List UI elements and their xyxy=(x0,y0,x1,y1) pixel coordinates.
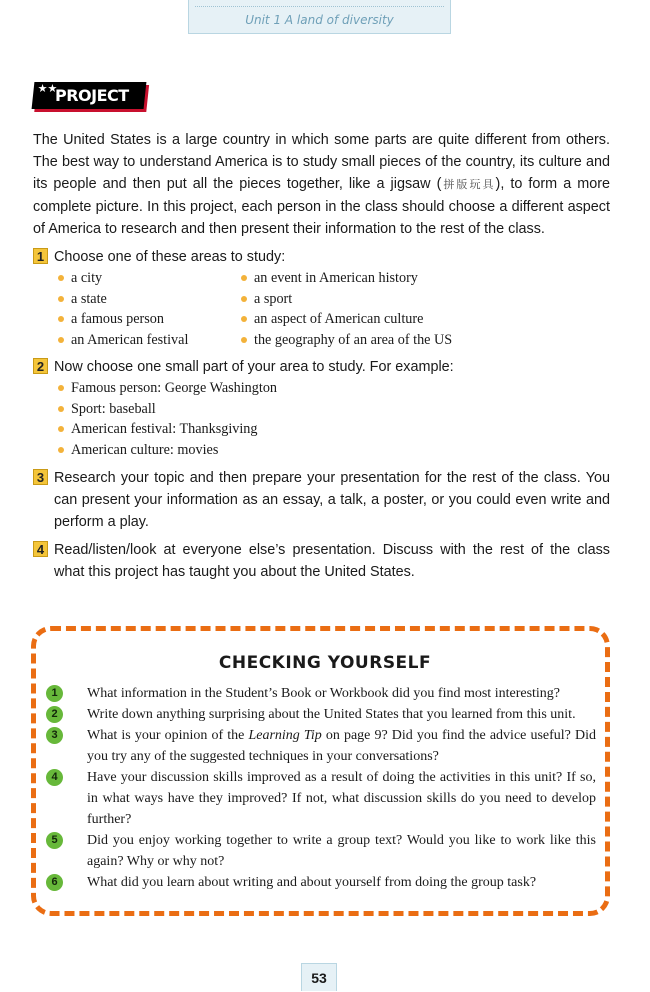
question-5 xyxy=(46,830,596,872)
intro-text-1: The United States is a large country in which some parts are quite different from others. The best way to understand America is to study small pieces of the country, its culture and its people and then put all the pieces together, like a jigsaw ( xyxy=(33,132,610,192)
list-item: a famous person xyxy=(55,309,238,330)
step-text: Choose one of these areas to study: xyxy=(54,249,286,265)
list-item: an event in American history xyxy=(238,268,452,289)
step-number: 3 xyxy=(33,469,48,485)
question-number: 3 xyxy=(46,727,63,744)
question-number: 1 xyxy=(46,685,63,702)
project-badge xyxy=(32,82,147,109)
page-number: 53 xyxy=(301,963,337,991)
question-number: 2 xyxy=(46,706,63,723)
unit-header-tab xyxy=(188,0,451,34)
list-item: American festival: Thanksgiving xyxy=(55,419,495,440)
intro-text-2: ), to form a more complete picture. In this project, each person in the class should choose a different aspect of America to research and then present their information to the rest of the class. xyxy=(33,176,611,237)
question-text: Have your discussion skills improved as a result of doing the activities in this unit? If so, in what ways have they improved? If not, what discussion skills do you need to develop further? xyxy=(87,770,596,827)
learning-tip-title: Learning Tip xyxy=(248,728,322,743)
step-text: Read/listen/look at everyone else’s presentation. Discuss with the rest of the class what this project has taught you about the United States. xyxy=(54,542,610,580)
areas-column-1 xyxy=(55,268,238,350)
list-item: Famous person: George Washington xyxy=(55,378,495,399)
question-text: Write down anything surprising about the United States that you learned from this unit. xyxy=(87,707,576,722)
step-text: Research your topic and then prepare your presentation for the rest of the class. You can present your information as an essay, a talk, a poster, or you could even write and perform a play. xyxy=(54,470,610,530)
list-item: the geography of an area of the US xyxy=(238,330,452,351)
step-number: 2 xyxy=(33,358,48,374)
step-1 xyxy=(33,246,610,268)
question-text: What did you learn about writing and about yourself from doing the group task? xyxy=(87,875,537,890)
stars-icon: ★★ xyxy=(37,83,58,95)
checking-title: CHECKING YOURSELF xyxy=(218,653,432,673)
list-item: an American festival xyxy=(55,330,238,351)
ruler-decoration xyxy=(195,0,444,7)
question-4 xyxy=(46,767,596,830)
areas-column-2 xyxy=(238,268,452,350)
question-text: What information in the Student’s Book or Workbook did you find most interesting? xyxy=(87,686,561,701)
question-1 xyxy=(46,683,596,704)
list-item: an aspect of American culture xyxy=(238,309,452,330)
list-item: American culture: movies xyxy=(55,440,495,461)
intro-chinese-gloss: 拼版玩具 xyxy=(441,178,496,191)
question-number: 4 xyxy=(46,769,63,786)
question-2 xyxy=(46,704,596,725)
step-number: 1 xyxy=(33,248,48,264)
list-item: a state xyxy=(55,289,238,310)
step-2 xyxy=(33,356,610,378)
question-text-pre: What is your opinion of the xyxy=(87,728,249,743)
step-4 xyxy=(33,539,610,583)
question-text-post: on page 9? Did you find the advice useful? Did you try any of the suggested techniques in your conversations? xyxy=(87,728,596,764)
intro-paragraph xyxy=(33,129,610,240)
step-3 xyxy=(33,467,610,533)
question-number: 5 xyxy=(46,832,63,849)
list-item: Sport: baseball xyxy=(55,399,495,420)
unit-title: Unit 1 A land of diversity xyxy=(245,13,394,27)
checking-questions xyxy=(46,683,596,893)
examples-list xyxy=(55,378,495,460)
step-number: 4 xyxy=(33,541,48,557)
project-label: PROJECT xyxy=(55,86,129,105)
examples-items xyxy=(55,378,495,460)
areas-list xyxy=(55,268,495,350)
question-number: 6 xyxy=(46,874,63,891)
step-text: Now choose one small part of your area to study. For example: xyxy=(54,359,454,375)
question-text: Did you enjoy working together to write a group text? Would you like to work like this again? Why or why not? xyxy=(87,833,596,869)
list-item: a sport xyxy=(238,289,452,310)
list-item: a city xyxy=(55,268,238,289)
question-3 xyxy=(46,725,596,767)
question-6 xyxy=(46,872,596,893)
